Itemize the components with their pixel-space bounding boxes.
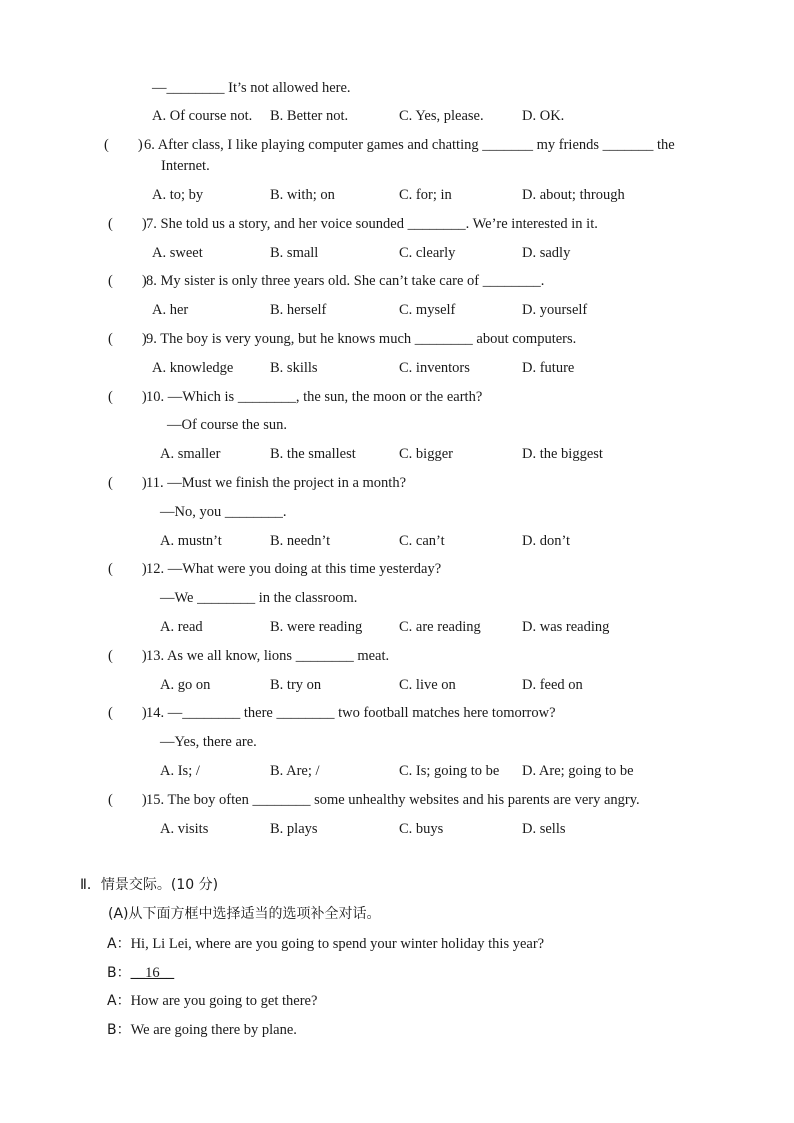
dialogue-line [107, 1020, 297, 1040]
q5-option-c: C. Yes, please. [399, 108, 484, 124]
q14-reply: —Yes, there are. [160, 734, 257, 750]
q10-option-c: C. bigger [399, 446, 453, 462]
q12-option-b: B. were reading [270, 619, 363, 635]
q9-option-a: A. knowledge [152, 360, 234, 376]
q14-option-c: C. Is; going to be [399, 763, 500, 779]
q11-option-a: A. mustn’t [160, 533, 222, 549]
q13-option-a: A. go on [160, 677, 211, 693]
dialogue-text: We are going there by plane. [130, 1022, 297, 1038]
q8-option-d: D. yourself [522, 302, 588, 318]
q15-option-c: C. buys [399, 821, 444, 837]
q14-option-a: A. Is; / [160, 763, 200, 779]
q14-answer-blank[interactable]: ( ) [108, 705, 147, 721]
q15-option-a: A. visits [160, 821, 209, 837]
q10-answer-blank[interactable]: ( ) [108, 389, 147, 405]
q13-option-d: D. feed on [522, 677, 583, 693]
q14-line: 14. —________ there ________ two football matches here tomorrow? [146, 705, 556, 721]
q12-option-c: C. are reading [399, 619, 481, 635]
q9-option-d: D. future [522, 360, 575, 376]
q13-answer-blank[interactable]: ( ) [108, 648, 147, 664]
q7-option-b: B. small [270, 245, 319, 261]
q6-line1: 6. After class, I like playing computer games and chatting _______ my friends _______ the [144, 137, 675, 153]
q11-answer-blank[interactable]: ( ) [108, 475, 147, 491]
q8-option-b: B. herself [270, 302, 327, 318]
q9-line: 9. The boy is very young, but he knows much ________ about computers. [146, 331, 577, 347]
dialogue-line [107, 991, 317, 1011]
dialogue-speaker: A： [107, 993, 131, 1009]
q14-option-b: B. Are; / [270, 763, 320, 779]
q9-answer-blank[interactable]: ( ) [108, 331, 147, 347]
q6-line2: Internet. [161, 158, 210, 174]
q13-line: 13. As we all know, lions ________ meat. [146, 648, 390, 664]
dialogue-line [107, 934, 544, 954]
q12-answer-blank[interactable]: ( ) [108, 561, 147, 577]
q11-option-d: D. don’t [522, 533, 571, 549]
q6-answer-blank[interactable]: ( ) [104, 137, 143, 153]
q8-line: 8. My sister is only three years old. She can’t take care of ________. [146, 273, 545, 289]
q11-line: 11. —Must we finish the project in a month? [146, 475, 407, 491]
q15-option-b: B. plays [270, 821, 318, 837]
q12-option-d: D. was reading [522, 619, 610, 635]
dialogue-speaker: A： [107, 936, 131, 952]
q11-option-b: B. needn’t [270, 533, 331, 549]
q14-option-d: D. Are; going to be [522, 763, 634, 779]
q5-option-b: B. Better not. [270, 108, 349, 124]
answer-blank-16[interactable]: __16__ [130, 965, 175, 981]
q13-option-b: B. try on [270, 677, 322, 693]
q9-option-b: B. skills [270, 360, 318, 376]
q8-option-a: A. her [152, 302, 189, 318]
q15-answer-blank[interactable]: ( ) [108, 792, 147, 808]
q10-line: 10. —Which is ________, the sun, the moon or the earth? [146, 389, 483, 405]
q8-option-c: C. myself [399, 302, 456, 318]
q10-option-d: D. the biggest [522, 446, 603, 462]
q6-option-d: D. about; through [522, 187, 625, 203]
q10-option-a: A. smaller [160, 446, 221, 462]
q10-option-b: B. the smallest [270, 446, 356, 462]
q7-option-c: C. clearly [399, 245, 456, 261]
q7-option-d: D. sadly [522, 245, 571, 261]
section-2-heading: Ⅱ．情景交际。(10 分) [80, 877, 219, 893]
q6-option-b: B. with; on [270, 187, 335, 203]
q11-option-c: C. can’t [399, 533, 445, 549]
q15-option-d: D. sells [522, 821, 566, 837]
q6-option-a: A. to; by [152, 187, 204, 203]
q7-answer-blank[interactable]: ( ) [108, 216, 147, 232]
q5-option-a: A. Of course not. [152, 108, 253, 124]
q12-option-a: A. read [160, 619, 203, 635]
dialogue-speaker: B： [107, 965, 131, 981]
q15-line: 15. The boy often ________ some unhealthy websites and his parents are very angry. [146, 792, 640, 808]
q13-option-c: C. live on [399, 677, 456, 693]
dialogue-speaker: B： [107, 1022, 131, 1038]
q10-reply: —Of course the sun. [167, 417, 288, 433]
q12-line: 12. —What were you doing at this time yesterday? [146, 561, 442, 577]
q8-answer-blank[interactable]: ( ) [108, 273, 147, 289]
q5-option-d: D. OK. [522, 108, 565, 124]
dialogue-text: How are you going to get there? [130, 993, 318, 1009]
q9-option-c: C. inventors [399, 360, 470, 376]
q7-option-a: A. sweet [152, 245, 203, 261]
section-2-instruction: (A)从下面方框中选择适当的选项补全对话。 [108, 906, 381, 922]
dialogue-line [107, 963, 174, 983]
q12-reply: —We ________ in the classroom. [160, 590, 358, 606]
q7-line: 7. She told us a story, and her voice sounded ________. We’re interested in it. [146, 216, 598, 232]
q6-option-c: C. for; in [399, 187, 452, 203]
q11-reply: —No, you ________. [160, 504, 287, 520]
dialogue-text: Hi, Li Lei, where are you going to spend your winter holiday this year? [130, 936, 545, 952]
q5-line: —________ It’s not allowed here. [152, 80, 351, 96]
